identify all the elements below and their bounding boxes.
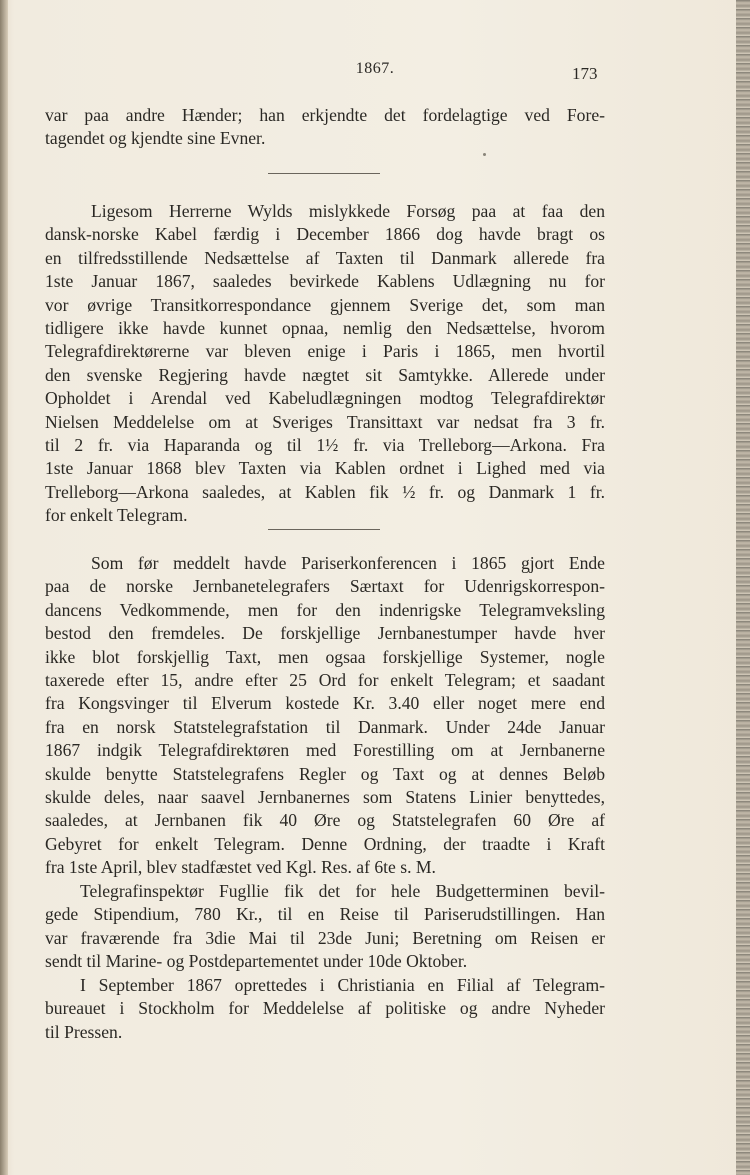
page-stack-edge bbox=[736, 0, 750, 1175]
text-line: Telegrafdirektørerne var bleven enige i Paris i 1865, men hvortil bbox=[45, 341, 605, 362]
section-divider bbox=[268, 173, 380, 174]
text-line: bestod den fremdeles. De forskjellige Jernbanestumper havde hver bbox=[45, 623, 605, 644]
text-line: I September 1867 oprettedes i Christiania en Filial af Telegram- bbox=[80, 975, 605, 995]
text-line: Trelleborg—Arkona saaledes, at Kablen fik ½ fr. og Danmark 1 fr. bbox=[45, 481, 605, 502]
text-line: fra Kongsvinger til Elverum kostede Kr. 3.40 eller noget mere end bbox=[45, 693, 605, 714]
text-line: en tilfredsstillende Nedsættelse af Taxten til Danmark allerede fra bbox=[45, 247, 605, 268]
text-line: var paa andre Hænder; han erkjendte det fordelagtige ved Fore- bbox=[45, 105, 605, 125]
text-line: tidligere ikke havde kunnet opnaa, nemlig den Nedsættelse, hvorom bbox=[45, 318, 605, 339]
text-line: Ligesom Herrerne Wylds mislykkede Forsøg paa at faa den bbox=[91, 201, 605, 221]
paragraph-railway-telegraph bbox=[45, 552, 605, 880]
text-line: sendt til Marine- og Postdepartementet under 10de Oktober. bbox=[45, 951, 468, 972]
text-line: dancens Vedkommende, men for den indenrigske Telegramveksling bbox=[45, 599, 605, 620]
section-divider bbox=[268, 529, 380, 530]
paragraph-telegram-bureau bbox=[45, 974, 605, 1044]
text-line: Nielsen Meddelelse om at Sveriges Transittaxt var nedsat fra 3 fr. bbox=[45, 411, 605, 432]
text-line: skulde deles, naar saavel Jernbanernes som Statens Linier benyttedes, bbox=[45, 787, 605, 808]
text-line: den svenske Regjering havde nægtet sit Samtykke. Allerede under bbox=[45, 364, 605, 385]
text-line: var fraværende fra 3die Mai til 23de Juni; Beretning om Reisen er bbox=[45, 927, 605, 948]
text-line: dansk-norske Kabel færdig i December 1866 dog havde bragt os bbox=[45, 224, 605, 245]
text-line: Opholdet i Arendal ved Kabeludlægningen modtog Telegrafdirektør bbox=[45, 388, 605, 409]
paragraph-inspector-stipend bbox=[45, 880, 605, 974]
text-line: ikke blot forskjellig Taxt, men ogsaa forskjellige Systemer, nogle bbox=[45, 646, 605, 667]
text-line: 1ste Januar 1867, saaledes bevirkede Kablens Udlægning nu for bbox=[45, 271, 605, 292]
ink-speck bbox=[483, 153, 486, 156]
text-line: 1867 indgik Telegrafdirektøren med Forestilling om at Jernbanerne bbox=[45, 740, 605, 761]
text-line: vor øvrige Transitkorrespondance gjennem Sverige det, som man bbox=[45, 294, 605, 315]
text-line: gede Stipendium, 780 Kr., til en Reise til Pariserudstillingen. Han bbox=[45, 904, 605, 925]
page-binding-edge bbox=[0, 0, 8, 1175]
page-number: 173 bbox=[572, 64, 598, 83]
paragraph-cable-tariff bbox=[45, 200, 605, 528]
paragraph-continuation bbox=[45, 104, 605, 151]
running-header-year: 1867. bbox=[355, 60, 395, 77]
text-line: bureauet i Stockholm for Meddelelse af politiske og andre Nyheder bbox=[45, 998, 605, 1019]
text-line: Som før meddelt havde Pariserkonferencen i 1865 gjort Ende bbox=[91, 553, 605, 573]
text-line: Telegrafinspektør Fugllie fik det for hele Budgetterminen bevil- bbox=[80, 881, 605, 901]
text-line: paa de norske Jernbanetelegrafers Særtaxt for Udenrigskorrespon- bbox=[45, 576, 605, 597]
text-line: taxerede efter 15, andre efter 25 Ord for enkelt Telegram; et saadant bbox=[45, 670, 605, 691]
text-line: saaledes, at Jernbanen fik 40 Øre og Statstelegrafen 60 Øre af bbox=[45, 810, 605, 831]
text-line: skulde benytte Statstelegrafens Regler og Taxt og at dennes Beløb bbox=[45, 763, 605, 784]
text-line: tagendet og kjendte sine Evner. bbox=[45, 128, 266, 149]
text-line: for enkelt Telegram. bbox=[45, 505, 188, 526]
text-line: fra 1ste April, blev stadfæstet ved Kgl. Res. af 6te s. M. bbox=[45, 857, 436, 878]
text-line: fra en norsk Statstelegrafstation til Danmark. Under 24de Januar bbox=[45, 716, 605, 737]
text-line: til Pressen. bbox=[45, 1021, 123, 1042]
text-line: til 2 fr. via Haparanda og til 1½ fr. via Trelleborg—Arkona. Fra bbox=[45, 435, 605, 456]
text-line: Gebyret for enkelt Telegram. Denne Ordning, der traadte i Kraft bbox=[45, 833, 605, 854]
text-line: 1ste Januar 1868 blev Taxten via Kablen ordnet i Lighed med via bbox=[45, 458, 605, 479]
